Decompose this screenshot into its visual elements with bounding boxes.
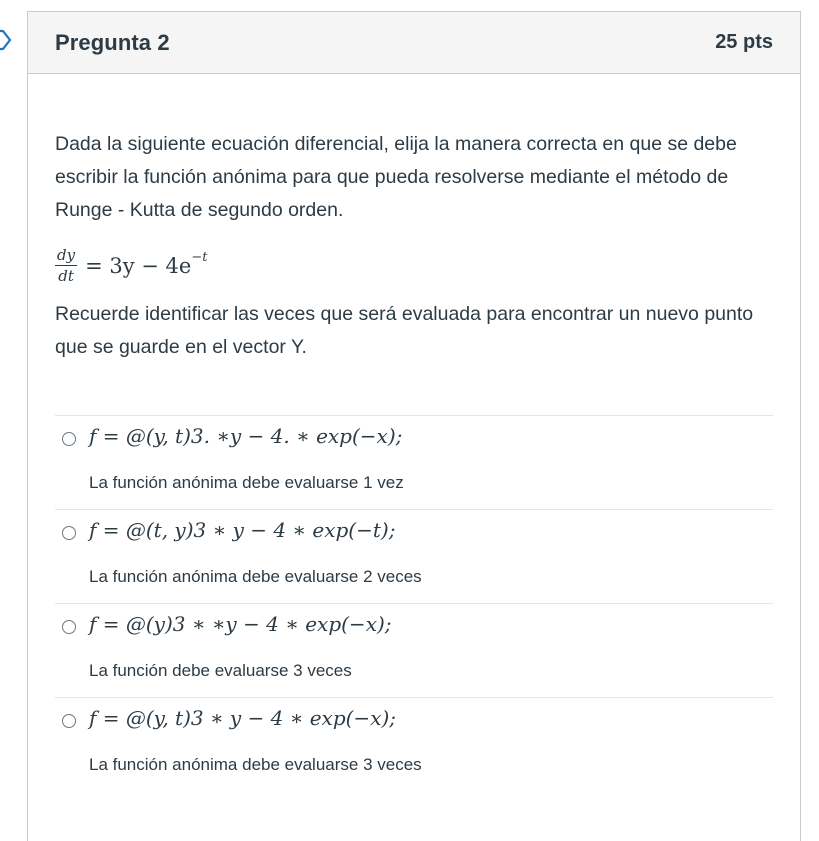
answer-note[interactable]: La función anónima debe evaluarse 3 veces <box>89 755 422 774</box>
answer-formula[interactable]: f = @(y)3 ∗ ∗y − 4 ∗ exp(−x); <box>89 612 392 636</box>
answer-formula[interactable]: f = @(t, y)3 ∗ y − 4 ∗ exp(−t); <box>89 518 396 542</box>
answer-note[interactable]: La función debe evaluarse 3 veces <box>89 661 352 680</box>
radio-button[interactable] <box>62 620 76 634</box>
answer-formula[interactable]: f = @(y, t)3. ∗y − 4. ∗ exp(−x); <box>89 424 403 448</box>
question-prompt: Dada la siguiente ecuación diferencial, elija la manera correcta en que se debe escribir la función anónima para que pueda resolverse mediante el método de Runge - Kutta de segundo orden. <box>55 133 737 221</box>
differential-equation <box>55 247 773 284</box>
equation-exponent: −t <box>191 249 208 265</box>
answer-note[interactable]: La función anónima debe evaluarse 1 vez <box>89 473 404 492</box>
equation-fraction <box>55 247 77 284</box>
answer-option-4[interactable] <box>55 698 773 792</box>
equation-rhs-main: = 3y − 4e <box>85 253 192 278</box>
question-body <box>28 74 800 792</box>
answer-list <box>55 415 773 792</box>
question-flag-icon[interactable] <box>0 29 12 51</box>
question-points: 25 pts <box>715 31 773 53</box>
question-header <box>28 12 800 74</box>
answer-note[interactable]: La función anónima debe evaluarse 2 veces <box>89 567 422 586</box>
answer-option-2[interactable] <box>55 510 773 604</box>
equation-rhs <box>85 249 208 278</box>
equation-denominator: dt <box>58 267 74 285</box>
radio-button[interactable] <box>62 714 76 728</box>
question-hint: Recuerde identificar las veces que será evaluada para encontrar un nuevo punto que se guarde en el vector Y. <box>55 303 754 358</box>
answer-option-3[interactable] <box>55 604 773 698</box>
answer-formula[interactable]: f = @(y, t)3 ∗ y − 4 ∗ exp(−x); <box>89 706 397 730</box>
radio-button[interactable] <box>62 526 76 540</box>
equation-numerator: dy <box>57 246 76 264</box>
question-card <box>27 11 801 841</box>
radio-button[interactable] <box>62 432 76 446</box>
answer-option-1[interactable] <box>55 416 773 510</box>
question-title: Pregunta 2 <box>55 29 170 55</box>
